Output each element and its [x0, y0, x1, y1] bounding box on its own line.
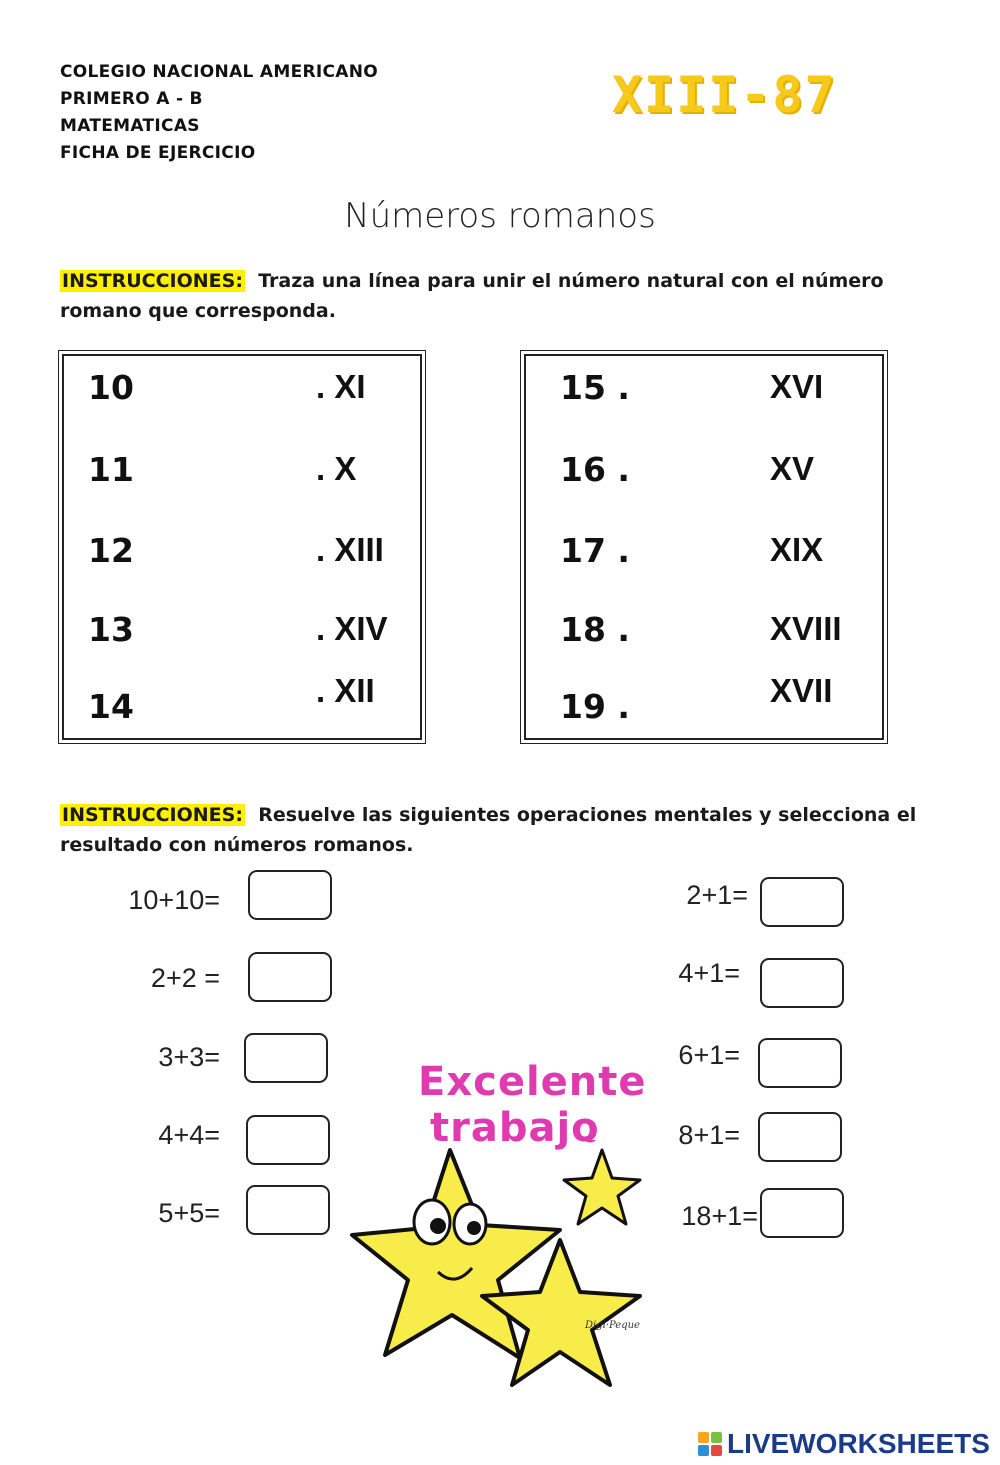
answer-box[interactable] [760, 958, 844, 1008]
answer-box[interactable] [246, 1185, 330, 1235]
roman-option[interactable]: . XIII [316, 531, 384, 568]
natural-number: 14 [88, 687, 134, 726]
sun-icon [578, 1140, 602, 1141]
instruction-1-label: INSTRUCCIONES: [62, 270, 243, 292]
answer-box[interactable] [246, 1115, 330, 1165]
sticker-text-line2: trabajo [430, 1105, 600, 1151]
grade-line: PRIMERO A - B [60, 89, 203, 109]
natural-number: 11 [88, 450, 134, 489]
operation-label: 2+1= [686, 880, 748, 910]
instruction-1 [60, 266, 940, 326]
liveworksheets-mark-icon [698, 1432, 722, 1456]
answer-box[interactable] [248, 870, 332, 920]
operation-label: 6+1= [678, 1040, 740, 1070]
worksheet-type-line: FICHA DE EJERCICIO [60, 143, 256, 163]
subject-line: MATEMATICAS [60, 116, 200, 136]
roman-option[interactable]: . XII [316, 672, 375, 709]
roman-option: XVII [770, 672, 833, 709]
page-title: Números romanos [344, 196, 656, 236]
roman-option[interactable]: . XI [316, 368, 366, 405]
natural-number[interactable]: 15 . [560, 368, 630, 407]
answer-box[interactable] [758, 1038, 842, 1088]
roman-option[interactable]: . X [316, 450, 357, 487]
operation-label: 2+2 = [150, 963, 220, 993]
answer-box[interactable] [244, 1033, 328, 1083]
natural-number[interactable]: 18 . [560, 610, 630, 649]
instruction-2-label: INSTRUCCIONES: [62, 804, 243, 826]
liveworksheets-logo[interactable] [698, 1428, 990, 1460]
answer-box[interactable] [758, 1112, 842, 1162]
worksheet-code: XIII-87 [612, 66, 837, 124]
operation-label: 18+1= [681, 1201, 758, 1231]
instruction-2-text: Resuelve las siguientes operaciones mentales y selecciona el resultado con números romanos. [60, 804, 917, 856]
roman-option: XIX [770, 531, 824, 568]
roman-option: XVI [770, 368, 824, 405]
natural-number: 10 [88, 368, 134, 407]
roman-option: XVIII [770, 610, 842, 647]
brand-name: LIVEWORKSHEETS [727, 1428, 990, 1459]
answer-box[interactable] [760, 1188, 844, 1238]
natural-number[interactable]: 17 . [560, 531, 630, 570]
answer-box[interactable] [760, 877, 844, 927]
operation-label: 5+5= [158, 1198, 220, 1228]
stars-illustration [340, 1140, 660, 1395]
instruction-1-text: Traza una línea para unir el número natural con el número romano que corresponda. [60, 270, 884, 322]
natural-number: 12 [88, 531, 134, 570]
school-name: COLEGIO NACIONAL AMERICANO [60, 62, 379, 82]
natural-number[interactable]: 16 . [560, 450, 630, 489]
operation-label: 4+4= [158, 1120, 220, 1150]
answer-box[interactable] [248, 952, 332, 1002]
roman-option[interactable]: . XIV [316, 610, 388, 647]
small-star-icon [564, 1150, 640, 1224]
sticker-text-line1: Excelente [418, 1059, 647, 1105]
natural-number[interactable]: 19 . [560, 687, 630, 726]
sticker-signature: Digi·Peque [585, 1320, 640, 1331]
roman-option: XV [770, 450, 815, 487]
operation-label: 10+10= [128, 885, 220, 915]
operation-label: 4+1= [678, 958, 740, 988]
natural-number: 13 [88, 610, 134, 649]
instruction-2 [60, 800, 940, 860]
operation-label: 3+3= [158, 1042, 220, 1072]
operation-label: 8+1= [678, 1120, 740, 1150]
